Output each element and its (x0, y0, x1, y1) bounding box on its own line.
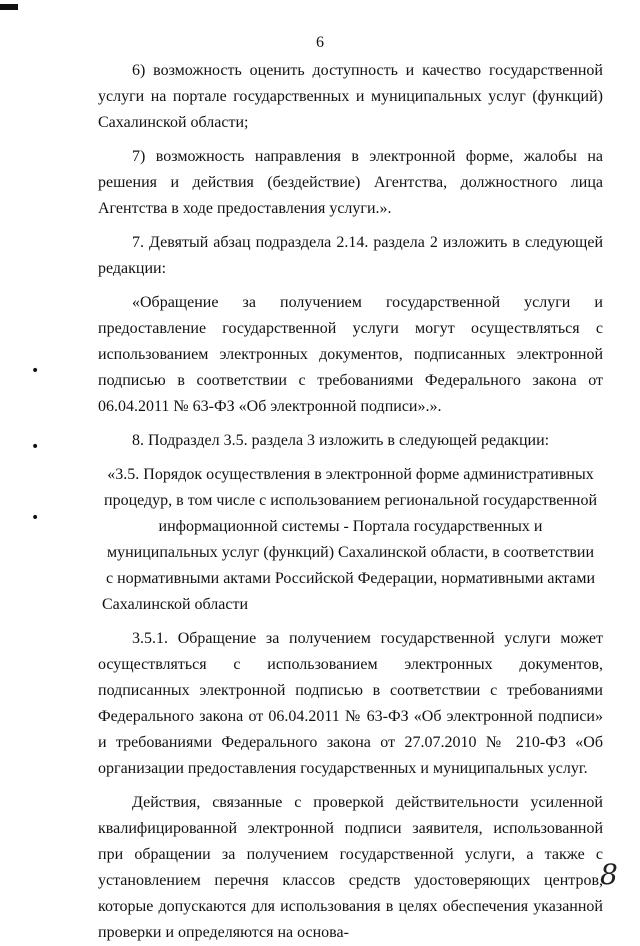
paragraph-amendment-8: 8. Подраздел 3.5. раздела 3 изложить в следующей редакции: (132, 432, 550, 449)
paragraph-3-5-1: 3.5.1. Обращение за получением государственной услуги может осуществляться с использованием электронных документов, подписанных электронной подписью в соответствии с требованиями Федерального закона от 06.04.2011 № 63-ФЗ «Об электронной подписи» и требованиями Федерального закона от 27.07.2010 № 210-ФЗ «Об организации предоставления государственных и муниципальных услуг. (98, 630, 603, 777)
page-number: 6 (316, 34, 324, 51)
paragraph-actions: Действия, связанные с проверкой действительности усиленной квалифицированной электронной подписи заявителя, использованной при обращении за получением государственной услуги, а также с установлением перечня классов средств удостоверяющих центров, которые допускаются для использования в целях обеспечения указанной проверки и определяются на основа- (98, 794, 603, 941)
handwritten-page-number: 8 (600, 858, 618, 891)
section-heading-3-5: «3.5. Порядок осуществления в электронной форме административных процедур, в том числе с использованием региональной государственной информационной системы - Портала государственных и муниципальных услуг (функций) Сахалинской области, в соответствии с нормативными актами Российской Федерации, нормативными актами Сахалинской области (102, 466, 597, 613)
punch-mark: • (31, 363, 40, 379)
paragraph-item-7: 7) возможность направления в электронной форме, жалобы на решения и действия (бездействие) Агентства, должностного лица Агентства в ходе предоставления услуги.». (98, 148, 603, 217)
paragraph-quoted-text: «Обращение за получением государственной услуги и предоставление государственной услуги могут осуществляться с использованием электронных документов, подписанных электронной подписью в соответствии с требованиями Федерального закона от 06.04.2011 № 63-ФЗ «Об электронной подписи».». (98, 294, 603, 415)
punch-mark: • (31, 510, 40, 526)
scan-edge-mark (0, 4, 18, 10)
paragraph-item-6: 6) возможность оценить доступность и качество государственной услуги на портале государственных и муниципальных услуг (функций) Сахалинской области; (98, 62, 603, 131)
document-body (98, 58, 603, 946)
paragraph-amendment-7: 7. Девятый абзац подраздела 2.14. раздела 2 изложить в следующей редакции: (98, 234, 603, 277)
punch-mark: • (31, 439, 40, 455)
